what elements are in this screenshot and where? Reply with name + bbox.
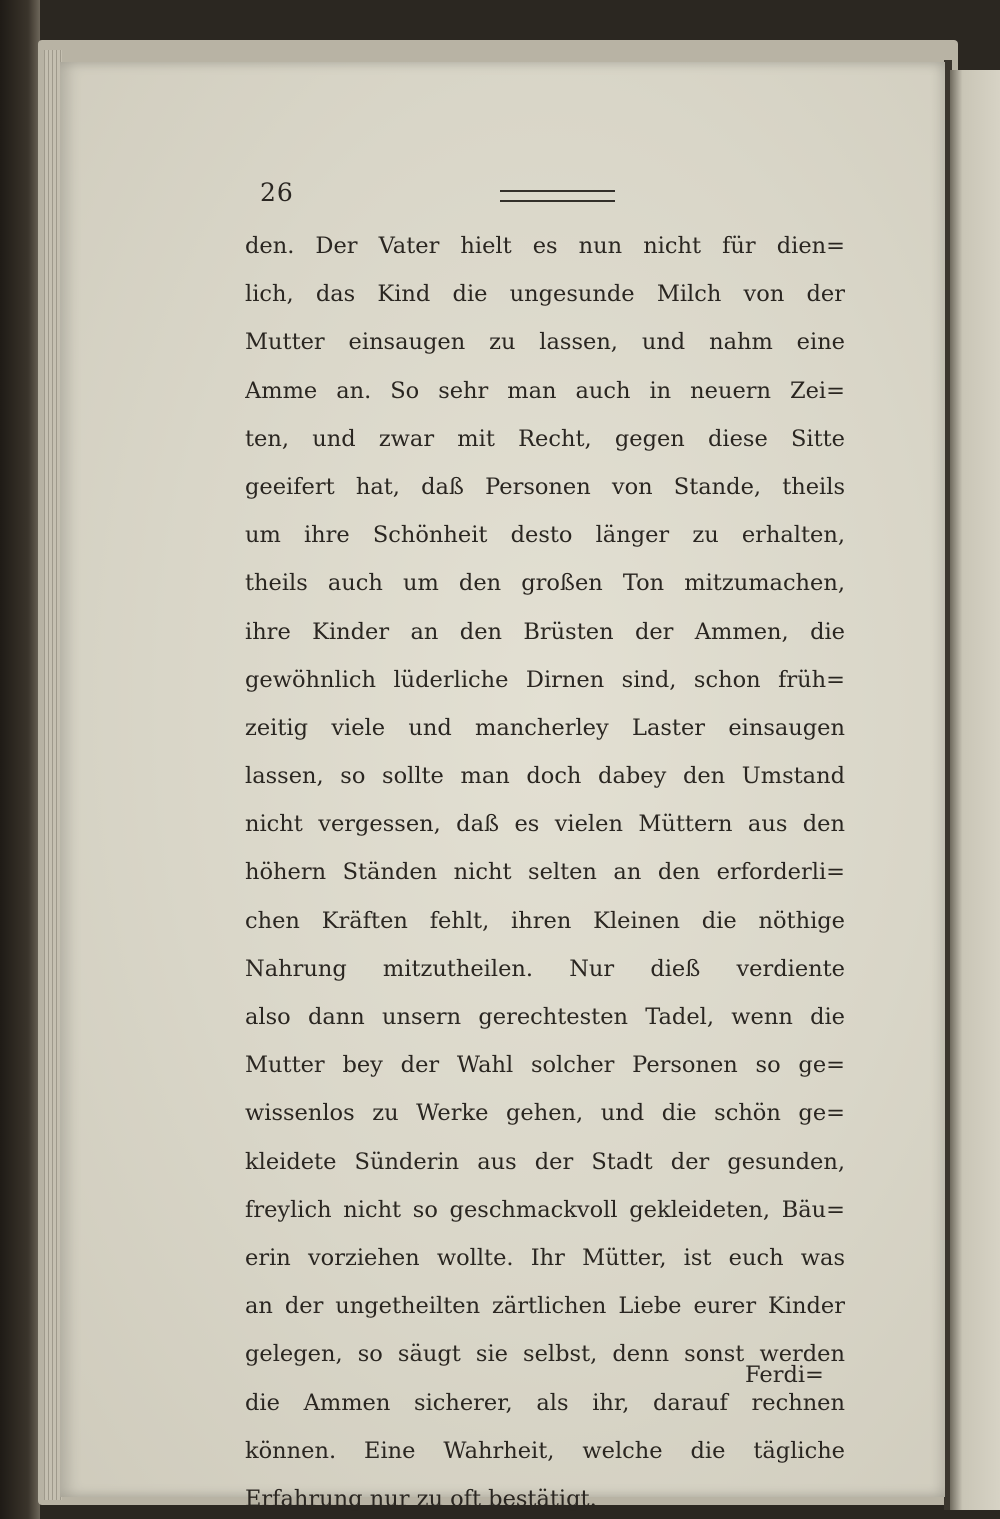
text-line: Mutter einsaugen zu lassen, und nahm eine xyxy=(245,329,845,356)
text-line: können. Eine Wahrheit, welche die tägliche xyxy=(245,1437,845,1464)
text-line: wissenlos zu Werke gehen, und die schön ge= xyxy=(245,1100,845,1127)
page-header xyxy=(260,178,840,208)
text-line: erin vorziehen wollte. Ihr Mütter, ist euch was xyxy=(245,1244,845,1271)
text-line: kleidete Sünderin aus der Stadt der gesunden, xyxy=(245,1148,845,1175)
text-line: um ihre Schönheit desto länger zu erhalten, xyxy=(245,522,845,549)
text-line: Mutter bey der Wahl solcher Personen so ge= xyxy=(245,1052,845,1079)
text-line-last: Erfahrung nur zu oft bestätigt. xyxy=(245,1485,597,1512)
catchword: Ferdi= xyxy=(745,1362,824,1388)
text-line: den. Der Vater hielt es nun nicht für dien= xyxy=(245,233,845,259)
body-text xyxy=(245,222,845,1519)
text-line: die Ammen sicherer, als ihr, darauf rechnen xyxy=(245,1389,845,1416)
text-line: Nahrung mitzutheilen. Nur dieß verdiente xyxy=(245,955,845,982)
text-line: geeifert hat, daß Personen von Stande, theils xyxy=(245,473,845,500)
text-line: freylich nicht so geschmackvoll gekleideten, Bäu= xyxy=(245,1196,845,1223)
text-line: gewöhnlich lüderliche Dirnen sind, schon früh= xyxy=(245,666,845,693)
text-line: lassen, so sollte man doch dabey den Umstand xyxy=(245,763,845,790)
text-line: ten, und zwar mit Recht, gegen diese Sitte xyxy=(245,425,845,452)
text-line: lich, das Kind die ungesunde Milch von der xyxy=(245,281,845,308)
text-line: chen Kräften fehlt, ihren Kleinen die nöthige xyxy=(245,907,845,934)
text-line: Amme an. So sehr man auch in neuern Zei= xyxy=(245,377,845,404)
text-line: zeitig viele und mancherley Laster einsaugen xyxy=(245,714,845,741)
text-line: an der ungetheilten zärtlichen Liebe eurer Kinder xyxy=(245,1293,845,1320)
text-line: nicht vergessen, daß es vielen Müttern aus den xyxy=(245,811,845,838)
text-line: theils auch um den großen Ton mitzumachen, xyxy=(245,570,845,597)
text-line: gelegen, so säugt sie selbst, denn sonst werden xyxy=(245,1341,845,1368)
header-double-rule xyxy=(500,190,615,202)
text-line: ihre Kinder an den Brüsten der Ammen, die xyxy=(245,618,845,645)
text-line: also dann unsern gerechtesten Tadel, wenn die xyxy=(245,1004,845,1030)
page-number: 26 xyxy=(260,178,294,207)
book-binding xyxy=(0,0,40,1519)
text-line: höhern Ständen nicht selten an den erforderli= xyxy=(245,859,845,886)
facing-page-sliver xyxy=(950,70,1000,1510)
